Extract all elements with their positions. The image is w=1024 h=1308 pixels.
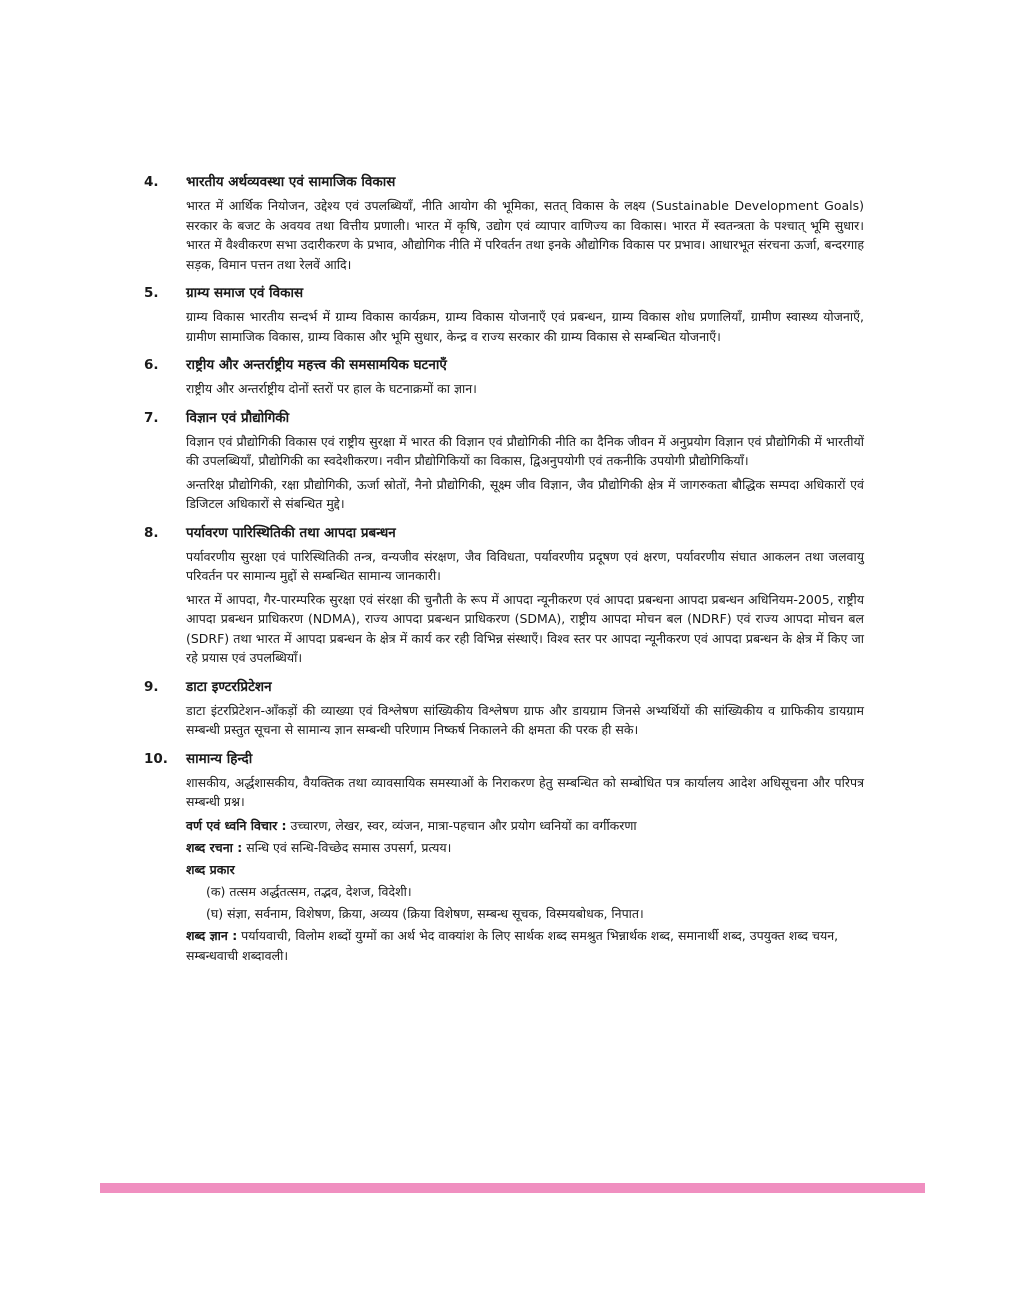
section-heading xyxy=(144,408,864,432)
varna-label: वर्ण एवं ध्वनि विचार : xyxy=(186,817,287,833)
section-number: 7. xyxy=(144,409,159,426)
section-number: 4. xyxy=(144,174,159,190)
varna-text: उच्चारण, लेखर, स्वर, व्यंजन, मात्रा-पहचान और प्रयोग ध्वनियों का वर्गीकरणा xyxy=(286,817,637,833)
section-body xyxy=(186,379,864,399)
section-number: 6. xyxy=(144,357,159,373)
section-title: ग्राम्य समाज एवं विकास xyxy=(186,285,304,301)
section-number: 8. xyxy=(144,524,159,541)
section-title: पर्यावरण पारिस्थितिकी तथा आपदा प्रबन्धन xyxy=(186,524,396,541)
section-paragraph: शासकीय, अर्द्धशासकीय, वैयक्तिक तथा व्यावसायिक समस्याओं के निराकरण हेतु सम्बन्धित को सम्बोधित पत्र कार्यालय आदेश अधिसूचना और परिपत्र सम्बन्धी प्रश्न। xyxy=(186,774,864,809)
section-title: डाटा इण्टरप्रिटेशन xyxy=(186,678,272,695)
shabd-rachna-text: सन्धि एवं सन्धि-विच्छेद समास उपसर्ग, प्रत्यय। xyxy=(242,839,452,855)
section-heading xyxy=(144,283,864,307)
section-body xyxy=(186,773,864,966)
section-rural-development xyxy=(144,283,864,346)
section-heading xyxy=(144,523,864,547)
varna-line xyxy=(186,816,864,836)
section-paragraph: ग्राम्य विकास भारतीय सन्दर्भ में ग्राम्य विकास कार्यक्रम, ग्राम्य विकास योजनाएँ एवं प्रबन्धन, ग्राम्य विकास शोध प्रणालियाँ, ग्रामीण स्वास्थ्य योजनाएँ, ग्रामीण सामाजिक विकास, ग्राम्य विकास और भूमि सुधार, केन्द्र व राज्य सरकार की ग्राम्य विकास से सम्बन्धित योजनाएँ। xyxy=(186,309,864,344)
section-current-events xyxy=(144,355,864,399)
section-economy xyxy=(144,172,864,274)
shabd-gyan-text: पर्यायवाची, विलोम शब्दों युग्मों का अर्थ भेद वाक्यांश के लिए सार्थक शब्द समश्रुत भिन्नार्थक शब्द, समानार्थी शब्द, उपयुक्त शब्द चयन, सम्बन्धवाची शब्दावली। xyxy=(186,927,839,963)
section-heading xyxy=(144,749,864,773)
section-body xyxy=(186,196,864,274)
prakar-item: (घ) संज्ञा, सर्वनाम, विशेषण, क्रिया, अव्यय (क्रिया विशेषण, सम्बन्ध सूचक, विस्मयबोधक, निपात। xyxy=(206,905,644,921)
section-number: 10. xyxy=(144,750,168,767)
section-heading xyxy=(144,172,864,196)
section-title: सामान्य हिन्दी xyxy=(186,750,253,767)
section-heading xyxy=(144,355,864,379)
section-body xyxy=(186,307,864,346)
section-environment-disaster xyxy=(144,523,864,668)
section-data-interpretation xyxy=(144,677,864,740)
syllabus-sections xyxy=(144,172,864,975)
shabd-rachna-line xyxy=(186,838,864,858)
section-paragraph: भारत में आर्थिक नियोजन, उद्देश्य एवं उपलब्धियाँ, नीति आयोग की भूमिका, सतत् विकास के लक्ष्य (Sustainable Development Goals) सरकार के बजट के अवयव तथा वित्तीय प्रणाली। भारत में कृषि, उद्योग एवं व्यापार वाणिज्य का विकास। भारत में स्वतन्त्रता के पश्चात् भूमि सुधार। भारत में वैश्वीकरण सभा उदारीकरण के प्रभाव, औद्योगिक नीति में परिवर्तन तथा इनके औद्योगिक विकास पर प्रभाव। आधारभूत संरचना ऊर्जा, बन्दरगाह सड़क, विमान पत्तन तथा रेलवें आदि। xyxy=(186,198,864,272)
section-paragraph: अन्तरिक्ष प्रौद्योगिकी, रक्षा प्रौद्योगिकी, ऊर्जा स्रोतों, नैनो प्रौद्योगिकी, सूक्ष्म जीव विज्ञान, जैव प्रौद्योगिकी क्षेत्र में जागरुकता बौद्धिक सम्पदा अधिकारों एवं डिजिटल अधिकारों से संबन्धित मुद्दे। xyxy=(186,476,864,511)
section-body xyxy=(186,432,864,514)
section-body xyxy=(186,547,864,668)
section-paragraph: विज्ञान एवं प्रौद्योगिकी विकास एवं राष्ट्रीय सुरक्षा में भारत की विज्ञान एवं प्रौद्योगिकी नीति का दैनिक जीवन में अनुप्रयोग विज्ञान एवं प्रौद्योगिकी में भारतीयों की उपलब्धियाँ, प्रौद्योगिकी का स्वदेशीकरण। नवीन प्रौद्योगिकियों का विकास, द्विअनुपयोगी एवं तकनीकि उपयोगी प्रौद्योगिकियाँ। xyxy=(186,433,864,468)
section-paragraph: डाटा इंटरप्रिटेशन-आँकड़ों की व्याख्या एवं विश्लेषण सांख्यिकीय विश्लेषण ग्राफ और डायग्राम जिनसे अभ्यर्थियों की सांख्यिकीय व ग्राफिकीय डायग्राम सम्बन्धी प्रस्तुत सूचना से सामान्य ज्ञान सम्बन्धी परिणाम निष्कर्ष निकालने की क्षमता की परक ही सके। xyxy=(186,702,864,737)
section-heading xyxy=(144,677,864,701)
section-body xyxy=(186,701,864,740)
shabd-prakar-heading: शब्द प्रकार xyxy=(186,861,235,877)
section-number: 5. xyxy=(144,285,159,301)
section-paragraph: भारत में आपदा, गैर-पारम्परिक सुरक्षा एवं संरक्षा की चुनौती के रूप में आपदा न्यूनीकरण एवं आपदा प्रबन्धना आपदा प्रबन्धन अधिनियम-2005, राष्ट्रीय आपदा प्रबन्धन प्राधिकरण (NDMA), राज्य आपदा प्रबन्धन प्राधिकरण (SDMA), राष्ट्रीय आपदा मोचन बल (NDRF) एवं राज्य आपदा मोचन बल (SDRF) तथा भारत में आपदा प्रबन्धन के क्षेत्र में कार्य कर रही विभिन्न संस्थाएँ। विश्व स्तर पर आपदा न्यूनीकरण एवं आपदा प्रबन्धन के क्षेत्र में किए जा रहे प्रयास एवं उपलब्धियाँ। xyxy=(186,591,864,665)
prakar-item: (क) तत्सम अर्द्धतत्सम, तद्भव, देशज, विदेशी। xyxy=(206,883,412,899)
section-paragraph: पर्यावरणीय सुरक्षा एवं पारिस्थितिकी तन्त्र, वन्यजीव संरक्षण, जैव विविधता, पर्यावरणीय प्रदूषण एवं क्षरण, पर्यावरणीय संघात आकलन तथा जलवायु परिवर्तन पर सामान्य मुद्दों से सम्बन्धित सामान्य जानकारी। xyxy=(186,548,864,583)
section-paragraph: राष्ट्रीय और अन्तर्राष्ट्रीय दोनों स्तरों पर हाल के घटनाक्रमों का ज्ञान। xyxy=(186,381,477,396)
section-science-technology xyxy=(144,408,864,514)
section-title: भारतीय अर्थव्यवस्था एवं सामाजिक विकास xyxy=(186,174,396,190)
shabd-gyan-label: शब्द ज्ञान : xyxy=(186,927,238,943)
shabd-gyan-line xyxy=(186,926,864,966)
footer-divider-bar xyxy=(100,1183,925,1193)
section-title: विज्ञान एवं प्रौद्योगिकी xyxy=(186,409,290,426)
section-number: 9. xyxy=(144,678,159,695)
section-general-hindi xyxy=(144,749,864,966)
shabd-rachna-label: शब्द रचना : xyxy=(186,839,243,855)
section-title: राष्ट्रीय और अन्तर्राष्ट्रीय महत्त्व की समसामयिक घटनाएँ xyxy=(186,357,447,373)
